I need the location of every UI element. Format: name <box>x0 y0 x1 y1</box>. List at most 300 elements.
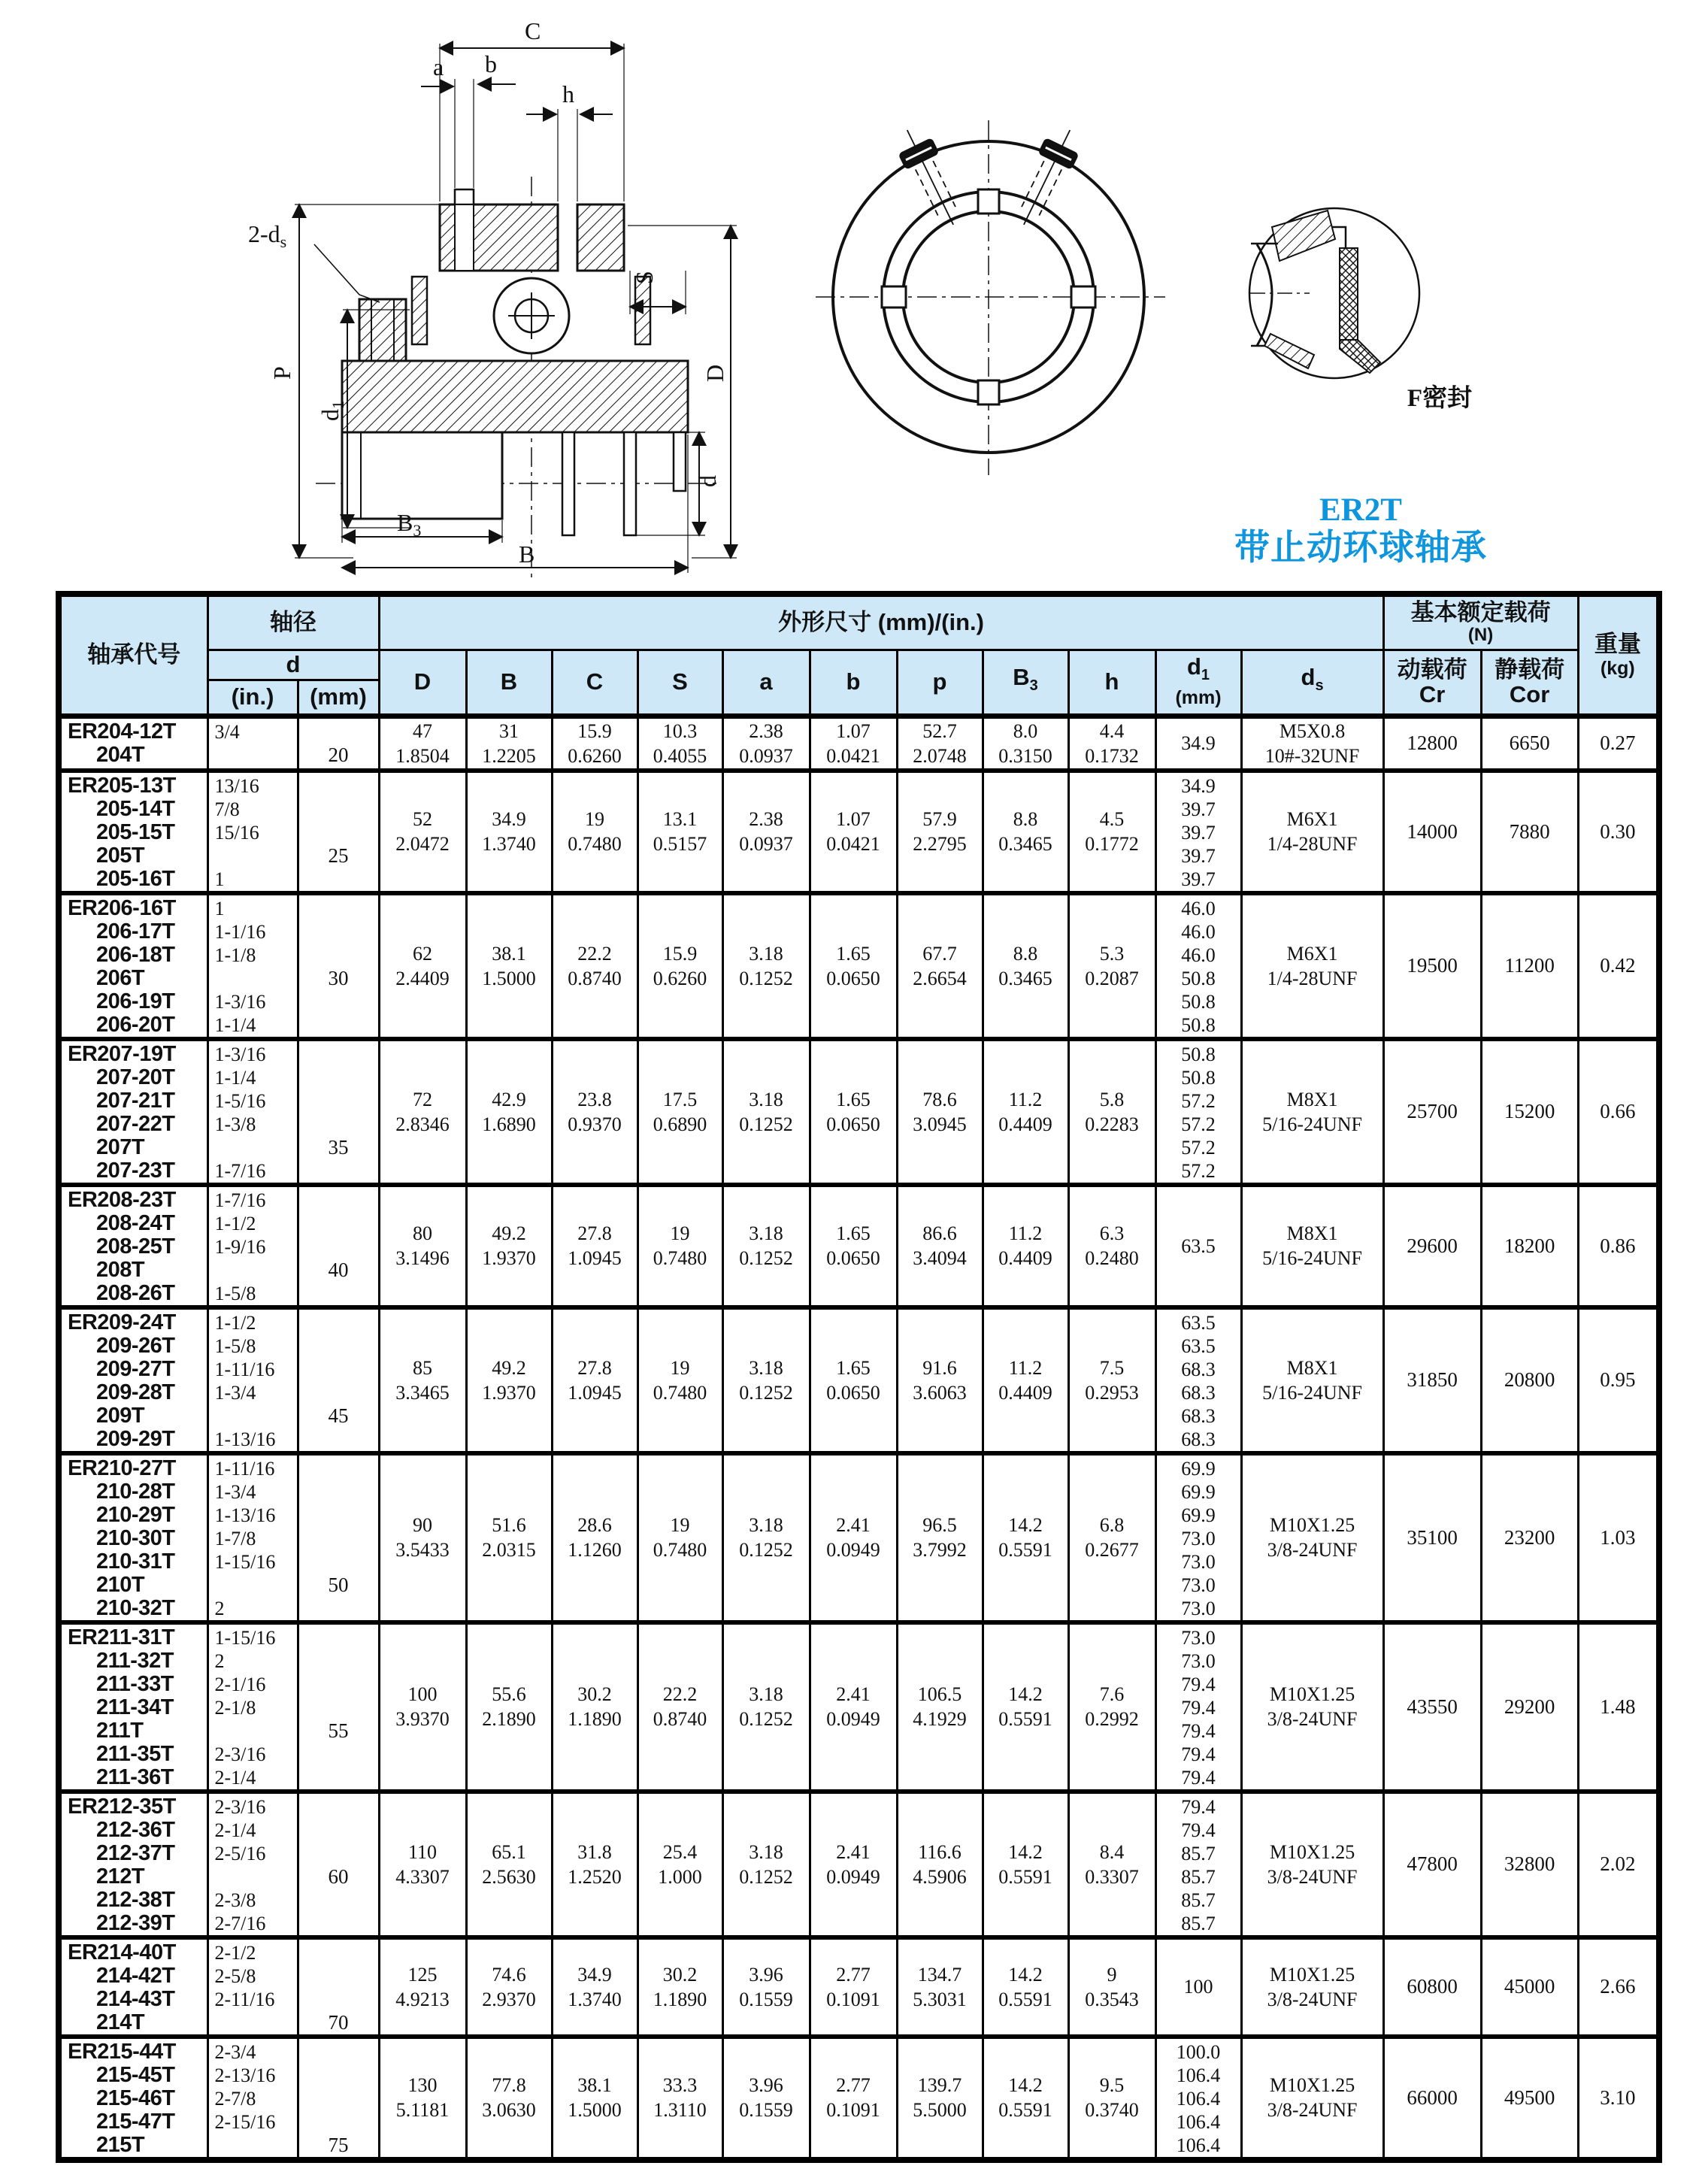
bearing-code: ER205-13T <box>68 773 176 798</box>
shaft-dia-mm <box>299 1912 378 1935</box>
shaft-dia-inch: 1-5/8 <box>214 1334 256 1357</box>
bearing-code: 209-28T <box>96 1380 175 1404</box>
dim-value-B: 1.5000 <box>482 967 536 989</box>
dim-label-D: D <box>701 364 728 382</box>
shaft-dia-mm <box>299 1189 378 1212</box>
shaft-dia-inch <box>209 967 297 990</box>
ds-value: 3/8-24UNF <box>1267 2099 1358 2121</box>
shaft-dia-mm: 20 <box>328 743 349 766</box>
dim-value-p: 2.6654 <box>913 967 967 989</box>
cell-static-load: 29200 <box>1481 1622 1578 1792</box>
cell-dim-h <box>1068 1792 1155 1937</box>
shaft-dia-mm: 75 <box>328 2133 349 2156</box>
cell-ds <box>1241 1185 1383 1307</box>
dim-value-b: 2.41 <box>836 1683 871 1705</box>
d1-value: 39.7 <box>1181 798 1216 820</box>
dim-value-S: 0.8740 <box>653 1708 707 1730</box>
bearing-code: 206-17T <box>96 919 175 944</box>
p-header-text: p <box>932 668 947 695</box>
cell-dim-S <box>637 1307 722 1453</box>
dim-label-C: C <box>525 17 541 44</box>
dim-value-p: 134.7 <box>917 1963 962 1986</box>
cell-dim-C <box>552 1937 637 2037</box>
dim-value-b: 0.0650 <box>826 1381 880 1404</box>
cell-shaft-dia-inch <box>207 1792 298 1937</box>
cell-shaft-dia-inch <box>207 1453 298 1622</box>
shaft-dia-inch: 1-7/16 <box>214 1189 266 1211</box>
ds-value: M10X1.25 <box>1269 1963 1355 1986</box>
d1-value: 39.7 <box>1181 868 1216 890</box>
cell-dim-D <box>379 1937 466 2037</box>
dim-label-2ds: $2-d_s$ <box>248 220 287 251</box>
dim-value-S: 19 <box>670 1222 690 1244</box>
dim-value-b: 0.0650 <box>826 1113 880 1135</box>
cell-shaft-dia-mm <box>298 2037 379 2160</box>
table-body <box>59 716 1659 2160</box>
dim-value-B3: 0.3465 <box>998 833 1052 855</box>
d1-unit-text: (mm) <box>1175 686 1222 708</box>
bearing-row-ER204-12T <box>59 716 1659 771</box>
dim-value-B3: 0.4409 <box>998 1381 1052 1404</box>
d1-value: 73.0 <box>1181 1550 1216 1573</box>
bearing-row-ER214-40T <box>59 1937 1659 2037</box>
bearing-code: ER210-27T <box>68 1455 176 1480</box>
dim-value-p: 116.6 <box>918 1840 962 1863</box>
dim-value-B3: 0.3150 <box>998 744 1052 767</box>
cell-ds <box>1241 1622 1383 1792</box>
series-name: 带止动环球轴承 <box>1234 529 1487 568</box>
cell-shaft-dia-mm <box>298 716 379 771</box>
col-header-cr <box>1383 650 1481 716</box>
col-header-load <box>1383 594 1578 650</box>
dim-value-p: 4.1929 <box>913 1708 967 1730</box>
dim-value-B3: 0.4409 <box>998 1247 1052 1269</box>
col-header-b <box>810 650 897 716</box>
cell-dim-p <box>897 893 983 1039</box>
dim-value-D: 90 <box>413 1514 432 1536</box>
dim-value-B3: 0.3465 <box>998 967 1052 989</box>
cell-bearing-codes <box>59 1937 207 2037</box>
shaft-dia-mm <box>299 1480 378 1504</box>
ds-sub-text: s <box>1315 677 1324 695</box>
dim-value-a: 0.0937 <box>739 833 793 855</box>
dim-value-b: 1.65 <box>836 1356 871 1379</box>
shaft-dia-mm <box>299 1673 378 1696</box>
shaft-dia-inch: 1-15/16 <box>214 1550 276 1573</box>
cell-shaft-dia-inch <box>207 2037 298 2160</box>
dim-value-b: 1.07 <box>836 808 871 830</box>
dim-value-B3: 0.5591 <box>998 1708 1052 1730</box>
bearing-code-header-text: 轴承代号 <box>87 641 181 668</box>
dim-value-p: 3.4094 <box>913 1247 967 1269</box>
dim-value-B3: 0.5591 <box>998 2099 1052 2121</box>
ds-value: M10X1.25 <box>1269 2074 1355 2096</box>
bearing-code: 211-32T <box>96 1648 174 1673</box>
dim-value-b: 0.1091 <box>826 2099 880 2121</box>
shaft-dia-inch: 1-5/16 <box>214 1089 266 1112</box>
cell-bearing-codes <box>59 2037 207 2160</box>
dim-value-p: 78.6 <box>922 1088 957 1110</box>
b-header-text: b <box>846 668 861 695</box>
shaft-dia-inch: 1-1/4 <box>214 1066 256 1089</box>
load-header-text: 基本额定载荷 <box>1410 599 1551 626</box>
d1-value: 79.4 <box>1181 1673 1216 1695</box>
bearing-spec-table <box>56 591 1662 2163</box>
cell-dynamic-load: 14000 <box>1383 771 1481 893</box>
bearing-code: ER215-44T <box>68 2039 176 2064</box>
ds-value: 3/8-24UNF <box>1267 1708 1358 1730</box>
dim-value-B: 65.1 <box>492 1840 526 1863</box>
cell-dim-B3 <box>983 1792 1068 1937</box>
dim-value-S: 0.5157 <box>653 833 707 855</box>
shaft-dia-inch <box>209 2011 297 2034</box>
col-header-S <box>637 650 722 716</box>
cell-shaft-dia-mm <box>298 1792 379 1937</box>
shaft-dia-mm <box>299 821 378 844</box>
cell-dim-C <box>552 2037 637 2160</box>
shaft-dia-inch <box>209 1259 297 1282</box>
dim-value-D: 3.3465 <box>395 1381 450 1404</box>
shaft-dia-inch: 1-5/8 <box>214 1282 256 1304</box>
dim-value-b: 1.65 <box>836 942 871 965</box>
cell-shaft-dia-mm <box>298 1622 379 1792</box>
dim-value-D: 52 <box>413 808 432 830</box>
d1-value: 68.3 <box>1181 1428 1216 1450</box>
dim-value-D: 47 <box>413 719 432 742</box>
shaft-dia-inch: 2-5/8 <box>214 1964 256 1987</box>
cell-shaft-dia-inch <box>207 1622 298 1792</box>
seal-detail-drawing <box>1249 208 1419 378</box>
cell-dim-C <box>552 716 637 771</box>
d1-value: 39.7 <box>1181 844 1216 867</box>
dim-value-S: 25.4 <box>662 1840 698 1863</box>
cell-d1 <box>1155 893 1241 1039</box>
dim-value-D: 100 <box>407 1683 438 1705</box>
cell-dim-C <box>552 771 637 893</box>
d1-value: 50.8 <box>1181 1013 1216 1036</box>
mm-header-text: (mm) <box>310 683 367 710</box>
shaft-dia-inch: 13/16 <box>214 774 259 797</box>
dim-value-B: 2.5630 <box>482 1865 536 1888</box>
dim-value-h: 0.2953 <box>1085 1381 1139 1404</box>
dim-value-D: 3.5433 <box>395 1539 450 1561</box>
shaft-dia-mm <box>299 1842 378 1865</box>
bearing-code: 206-18T <box>96 942 175 967</box>
shaft-dia-mm <box>299 920 378 944</box>
cell-dim-a <box>722 893 810 1039</box>
dim-value-S: 13.1 <box>662 808 698 830</box>
cell-bearing-codes <box>59 1185 207 1307</box>
dim-value-D: 62 <box>413 942 432 965</box>
d1-value: 34.9 <box>1181 774 1216 797</box>
dim-value-S: 33.3 <box>662 2074 698 2096</box>
bearing-code: ER214-40T <box>68 1940 176 1964</box>
bearing-code: 209T <box>96 1403 145 1428</box>
ds-value: 1/4-28UNF <box>1267 833 1358 855</box>
cell-dynamic-load: 25700 <box>1383 1039 1481 1185</box>
shaft-dia-inch: 1-9/16 <box>214 1235 266 1258</box>
cell-static-load: 15200 <box>1481 1039 1578 1185</box>
bearing-code: ER212-35T <box>68 1794 176 1819</box>
d1-value: 50.8 <box>1181 967 1216 989</box>
bearing-code: 210-30T <box>96 1525 175 1550</box>
cell-dim-D <box>379 1307 466 1453</box>
d1-value: 73.0 <box>1181 1626 1216 1649</box>
dim-value-S: 15.9 <box>662 942 698 965</box>
cell-shaft-dia-mm <box>298 1185 379 1307</box>
cell-ds <box>1241 1453 1383 1622</box>
dim-value-D: 5.1181 <box>395 2099 450 2121</box>
cell-static-load: 23200 <box>1481 1453 1578 1622</box>
dim-value-b: 2.77 <box>836 1963 871 1986</box>
dim-value-C: 0.8740 <box>568 967 622 989</box>
cell-dim-D <box>379 893 466 1039</box>
shaft-dia-mm <box>299 897 378 920</box>
bearing-code: 211-34T <box>96 1695 174 1719</box>
d1-value: 57.2 <box>1181 1136 1216 1159</box>
bearing-code: ER207-19T <box>68 1041 176 1066</box>
cell-static-load: 18200 <box>1481 1185 1578 1307</box>
cell-dim-S <box>637 1622 722 1792</box>
cell-dynamic-load: 35100 <box>1383 1453 1481 1622</box>
shaft-dia-mm <box>299 1428 378 1451</box>
cell-shaft-dia-mm <box>298 1307 379 1453</box>
cell-dim-D <box>379 716 466 771</box>
dim-value-S: 1.000 <box>658 1865 702 1888</box>
shaft-dia-inch: 1-3/4 <box>214 1480 256 1503</box>
cell-dim-D <box>379 1622 466 1792</box>
cell-weight: 2.02 <box>1578 1792 1659 1937</box>
dim-value-a: 3.18 <box>749 1356 783 1379</box>
shaft-dia-mm <box>299 2064 378 2087</box>
cell-dim-b <box>810 1937 897 2037</box>
bearing-code: 210-32T <box>96 1595 175 1620</box>
dim-value-h: 4.5 <box>1099 808 1125 830</box>
cell-dim-B <box>466 1453 552 1622</box>
d1-base-text: d <box>1186 653 1201 680</box>
cr-symbol-text: Cr <box>1419 681 1446 707</box>
cell-d1 <box>1155 1039 1241 1185</box>
bearing-code: 204T <box>96 742 145 767</box>
dim-value-C: 22.2 <box>577 942 612 965</box>
ds-value: M5X0.8 <box>1279 719 1346 742</box>
dim-value-B: 2.9370 <box>482 1988 536 2010</box>
cell-dim-D <box>379 771 466 893</box>
cell-dim-B3 <box>983 893 1068 1039</box>
cell-d1 <box>1155 771 1241 893</box>
cell-ds <box>1241 771 1383 893</box>
shaft-dia-mm <box>299 720 378 744</box>
dim-value-B3: 8.8 <box>1013 808 1038 830</box>
d1-value: 100.0 <box>1176 2040 1221 2063</box>
dim-value-D: 2.0472 <box>395 833 450 855</box>
d1-value: 63.5 <box>1181 1334 1216 1357</box>
dim-value-C: 34.9 <box>577 1963 612 1986</box>
d1-value: 39.7 <box>1181 821 1216 844</box>
shaft-dia-inch: 3/4 <box>214 720 240 743</box>
cell-shaft-dia-inch <box>207 716 298 771</box>
dim-value-h: 0.2480 <box>1085 1247 1139 1269</box>
dim-value-a: 0.1252 <box>739 1708 793 1730</box>
dim-value-b: 0.0650 <box>826 967 880 989</box>
cell-dim-D <box>379 1185 466 1307</box>
cell-dim-C <box>552 1622 637 1792</box>
cell-dim-p <box>897 2037 983 2160</box>
dim-value-C: 23.8 <box>577 1088 612 1110</box>
shaft-dia-mm: 35 <box>328 1135 349 1159</box>
dim-value-D: 85 <box>413 1356 432 1379</box>
shaft-dia-mm <box>299 1066 378 1089</box>
h-header-text: h <box>1104 668 1119 695</box>
cell-shaft-dia-mm <box>298 893 379 1039</box>
ds-value: M10X1.25 <box>1269 1840 1355 1863</box>
cell-dim-b <box>810 1307 897 1453</box>
dim-label-d1: $d_1$ <box>316 401 347 421</box>
dim-value-B: 1.6890 <box>482 1113 536 1135</box>
cell-weight: 0.30 <box>1578 771 1659 893</box>
cell-dim-b <box>810 1792 897 1937</box>
cell-d1 <box>1155 716 1241 771</box>
dim-value-b: 0.0949 <box>826 1865 880 1888</box>
shaft-dia-mm: 30 <box>328 966 349 989</box>
dim-value-b: 0.0421 <box>826 833 880 855</box>
bearing-code: 207-22T <box>96 1111 175 1136</box>
dim-label-P: P <box>268 366 295 380</box>
col-header-B <box>466 650 552 716</box>
d1-value: 57.2 <box>1181 1159 1216 1182</box>
d1-value: 69.9 <box>1181 1480 1216 1503</box>
shaft-dia-inch: 1-1/4 <box>214 1013 256 1036</box>
bearing-code: 212-39T <box>96 1910 175 1935</box>
d1-sub-text: 1 <box>1201 667 1210 684</box>
cell-dim-b <box>810 1453 897 1622</box>
cell-weight: 0.95 <box>1578 1307 1659 1453</box>
cell-dim-p <box>897 1039 983 1185</box>
dim-value-h: 8.4 <box>1099 1840 1125 1863</box>
bearing-code: 207-23T <box>96 1158 175 1183</box>
bearing-row-ER209-24T <box>59 1307 1659 1453</box>
ds-value: 1/4-28UNF <box>1267 967 1358 989</box>
dim-value-b: 0.1091 <box>826 1988 880 2010</box>
dim-value-a: 3.18 <box>749 1222 783 1244</box>
shaft-dia-inch: 1 <box>214 868 225 890</box>
d1-value: 106.4 <box>1176 2134 1221 2156</box>
seal-type-label: F密封 <box>1407 385 1473 412</box>
dim-value-S: 10.3 <box>662 719 698 742</box>
dim-value-h: 7.6 <box>1099 1683 1125 1705</box>
shaft-dia-mm <box>299 990 378 1013</box>
shaft-dia-inch <box>209 1865 297 1889</box>
cell-dim-C <box>552 1185 637 1307</box>
dim-value-C: 1.1890 <box>568 1708 622 1730</box>
cell-dim-h <box>1068 893 1155 1039</box>
cell-ds <box>1241 893 1383 1039</box>
d1-value: 63.5 <box>1181 1311 1216 1334</box>
shaft-dia-mm <box>299 1988 378 2011</box>
dim-label-S: S <box>631 271 658 284</box>
cell-dim-B <box>466 716 552 771</box>
inch-header-text: (in.) <box>231 683 274 710</box>
dim-value-D: 125 <box>407 1963 438 1986</box>
cell-dim-h <box>1068 1307 1155 1453</box>
weight-unit-text: (kg) <box>1600 658 1635 680</box>
dim-value-b: 2.41 <box>836 1840 871 1863</box>
dim-value-S: 19 <box>670 1514 690 1536</box>
series-code: ER2T <box>1319 492 1402 528</box>
dim-value-a: 3.18 <box>749 942 783 965</box>
dim-value-p: 3.6063 <box>913 1381 967 1404</box>
shaft-dia-inch: 1-1/2 <box>214 1311 256 1334</box>
bearing-code: 212-37T <box>96 1840 175 1865</box>
S-header-text: S <box>672 668 688 695</box>
cell-dim-B3 <box>983 1185 1068 1307</box>
d1-value: 68.3 <box>1181 1381 1216 1404</box>
cell-dim-a <box>722 771 810 893</box>
dim-value-D: 2.8346 <box>395 1113 450 1135</box>
d1-value: 85.7 <box>1181 1865 1216 1888</box>
d1-value: 69.9 <box>1181 1504 1216 1526</box>
shaft-dia-mm <box>299 798 378 821</box>
shaft-dia-mm <box>299 1941 378 1964</box>
col-header-p <box>897 650 983 716</box>
bearing-code: ER209-24T <box>68 1310 176 1334</box>
col-header-D <box>379 650 466 716</box>
dim-value-B3: 14.2 <box>1008 1840 1043 1863</box>
shaft-dia-inch: 1-15/16 <box>214 1626 276 1649</box>
cell-bearing-codes <box>59 1039 207 1185</box>
cell-weight: 0.27 <box>1578 716 1659 771</box>
dim-value-p: 52.7 <box>922 719 957 742</box>
cell-dim-S <box>637 1185 722 1307</box>
bearing-code: 205-15T <box>96 819 175 844</box>
shaft-dia-mm <box>299 1795 378 1819</box>
cell-dim-B3 <box>983 2037 1068 2160</box>
dim-value-C: 27.8 <box>577 1222 612 1244</box>
dim-value-B: 3.0630 <box>482 2099 536 2121</box>
dim-value-a: 2.38 <box>749 808 783 830</box>
cell-dim-h <box>1068 1185 1155 1307</box>
cell-dim-a <box>722 716 810 771</box>
dim-value-C: 1.2520 <box>568 1865 622 1888</box>
ds-value: 3/8-24UNF <box>1267 1988 1358 2010</box>
shaft-dia-inch: 7/8 <box>214 798 240 820</box>
bearing-code: 206-19T <box>96 989 175 1013</box>
dim-label-b: b <box>485 50 497 77</box>
shaft-dia-inch: 2-1/8 <box>214 1696 256 1719</box>
d1-value: 73.0 <box>1181 1649 1216 1672</box>
a-header-text: a <box>759 668 773 695</box>
dim-value-p: 4.5906 <box>913 1865 967 1888</box>
bearing-code: 209-26T <box>96 1333 175 1358</box>
bearing-code: 210T <box>96 1572 145 1597</box>
col-header-C <box>552 650 637 716</box>
cell-dim-a <box>722 2037 810 2160</box>
cell-dynamic-load: 60800 <box>1383 1937 1481 2037</box>
shaft-dia-mm <box>299 1159 378 1183</box>
shaft-dia-mm <box>299 1334 378 1358</box>
dim-value-B: 74.6 <box>492 1963 526 1986</box>
dim-value-p: 67.7 <box>922 942 957 965</box>
shaft-dia-mm <box>299 1043 378 1066</box>
cell-dim-B <box>466 2037 552 2160</box>
cell-static-load: 7880 <box>1481 771 1578 893</box>
cell-shaft-dia-inch <box>207 893 298 1039</box>
shaft-dia-mm <box>299 1550 378 1574</box>
dim-value-B: 55.6 <box>492 1683 526 1705</box>
dim-value-C: 1.0945 <box>568 1247 622 1269</box>
series-title <box>1195 492 1526 568</box>
cell-ds <box>1241 1307 1383 1453</box>
